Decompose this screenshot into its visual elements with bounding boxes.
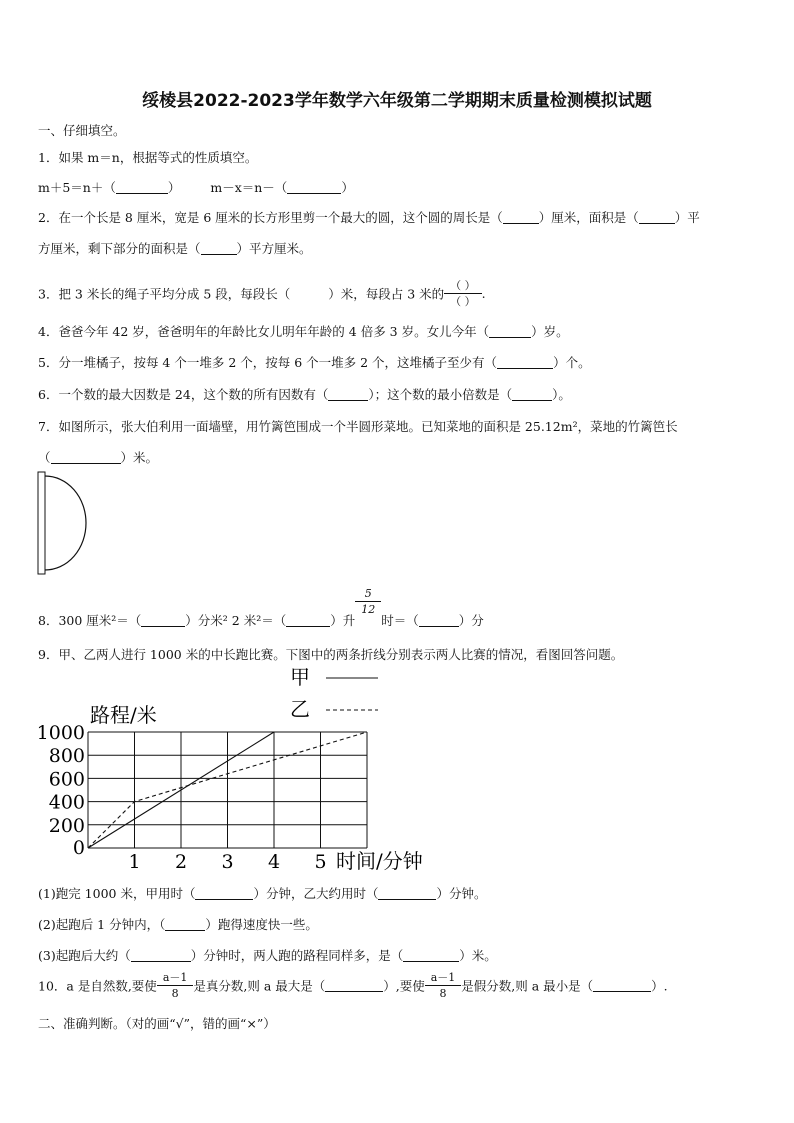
answer-blank[interactable] bbox=[403, 949, 459, 962]
question-4 bbox=[38, 322, 569, 340]
fraction-numerator: a－1 bbox=[157, 970, 194, 986]
race-line-chart bbox=[28, 664, 448, 874]
q7-text-a: （ bbox=[38, 450, 51, 465]
q7-text-b: ）米。 bbox=[120, 450, 159, 465]
q3-text-a: 3．把 3 米长的绳子平均分成 5 段，每段长（ bbox=[38, 286, 291, 302]
q9-sub3-text-b: ）分钟时，两人跑的路程同样多，是（ bbox=[190, 948, 404, 963]
q10-text-d: 是假分数,则 a 最小是（ bbox=[461, 978, 594, 994]
fraction-numerator: a－1 bbox=[425, 970, 462, 986]
q4-text-end: ）岁。 bbox=[531, 324, 569, 339]
q2-text-c: ）平 bbox=[674, 210, 700, 225]
x-tick-label: 2 bbox=[174, 851, 188, 873]
q1-part-b-end: ） bbox=[341, 180, 354, 195]
x-axis-ticks bbox=[128, 851, 326, 873]
legend-label: 甲 bbox=[290, 665, 310, 689]
x-tick-label: 1 bbox=[128, 851, 141, 873]
q10-fraction-2 bbox=[425, 970, 462, 1001]
q2-text-e: ）平方厘米。 bbox=[236, 241, 312, 256]
answer-blank[interactable] bbox=[165, 918, 205, 931]
y-tick-label: 1000 bbox=[36, 722, 85, 744]
x-tick-label: 5 bbox=[314, 851, 327, 873]
legend-label: 乙 bbox=[290, 697, 310, 721]
semicircle-fence bbox=[45, 476, 86, 570]
q10-text-end: ）. bbox=[651, 978, 668, 994]
q10-text-a: 10．a 是自然数,要使 bbox=[38, 978, 157, 994]
q5-text-end: ）个。 bbox=[553, 355, 591, 370]
fraction-denominator: 12 bbox=[361, 603, 376, 616]
y-tick-label: 400 bbox=[48, 791, 85, 814]
answer-blank[interactable] bbox=[419, 614, 459, 627]
fraction-denominator[interactable]: （ ） bbox=[450, 295, 476, 308]
q1-part-b: m－x＝n－（ bbox=[210, 180, 288, 195]
chart-legend bbox=[290, 665, 378, 721]
y-axis-ticks bbox=[37, 722, 85, 859]
q10-fraction-1 bbox=[157, 970, 194, 1001]
q9-sub1-text-a: (1)跑完 1000 米，甲用时（ bbox=[38, 886, 196, 901]
y-tick-label: 800 bbox=[48, 745, 85, 768]
q2-text-a: 2．在一个长是 8 厘米，宽是 6 厘米的长方形里剪一个最大的圆，这个圆的周长是（ bbox=[38, 210, 503, 225]
fraction-denominator: 8 bbox=[171, 987, 179, 1000]
x-tick-label: 4 bbox=[267, 851, 281, 873]
question-7: 7．如图所示，张大伯利用一面墙壁，用竹篱笆围成一个半圆形菜地。已知菜地的面积是 25.12m²，菜地的竹篱笆长 bbox=[38, 419, 678, 434]
answer-blank[interactable] bbox=[201, 242, 237, 255]
x-axis-label: 时间/分钟 bbox=[336, 849, 423, 873]
page-title: 绥棱县2022-2023学年数学六年级第二学期期末质量检测模拟试题 bbox=[142, 91, 652, 111]
answer-blank[interactable] bbox=[639, 211, 675, 224]
q10-text-b: 是真分数,则 a 最大是（ bbox=[193, 978, 326, 994]
q5-text: 5．分一堆橘子，按每 4 个一堆多 2 个，按每 6 个一堆多 2 个，这堆橘子至少有（ bbox=[38, 355, 498, 370]
section-heading-1: 一、仔细填空。 bbox=[38, 123, 126, 138]
question-6 bbox=[38, 385, 571, 403]
q8-text-end: ）分 bbox=[458, 613, 484, 628]
question-9-sub3 bbox=[38, 946, 497, 964]
answer-blank[interactable] bbox=[116, 181, 168, 194]
origin-label: 0 bbox=[72, 837, 85, 859]
answer-blank[interactable] bbox=[325, 979, 383, 992]
q1-part-a-end: ） bbox=[167, 180, 181, 195]
answer-blank[interactable] bbox=[512, 388, 552, 401]
q2-text-d: 方厘米，剩下部分的面积是（ bbox=[38, 241, 201, 256]
y-axis-label: 路程/米 bbox=[90, 703, 157, 727]
question-9: 9．甲、乙两人进行 1000 米的中长跑比赛。下图中的两条折线分别表示两人比赛的情况，看图回答问题。 bbox=[38, 647, 624, 662]
answer-blank[interactable] bbox=[497, 356, 553, 369]
q9-sub2-text-a: (2)起跑后 1 分钟内，（ bbox=[38, 917, 166, 932]
answer-blank[interactable] bbox=[378, 887, 436, 900]
q1-part-a: m＋5＝n＋（ bbox=[38, 180, 116, 195]
question-2-line2 bbox=[38, 239, 312, 257]
answer-blank[interactable] bbox=[503, 211, 539, 224]
semicircle-garden-figure bbox=[34, 470, 94, 580]
q8-text-c: ）升 bbox=[330, 613, 356, 628]
q9-sub3-text-end: ）米。 bbox=[459, 948, 497, 963]
answer-blank[interactable] bbox=[195, 887, 253, 900]
question-1 bbox=[38, 148, 257, 166]
q3-text-end: . bbox=[481, 286, 486, 301]
y-tick-label: 600 bbox=[48, 768, 85, 791]
question-9-sub1 bbox=[38, 884, 487, 902]
answer-blank[interactable] bbox=[131, 949, 191, 962]
question-1-text: 1．如果 m＝n，根据等式的性质填空。 bbox=[38, 150, 258, 165]
q9-sub2-text-end: ）跑得速度快一些。 bbox=[205, 917, 318, 932]
fraction-numerator: 5 bbox=[355, 586, 381, 602]
y-tick-label: 200 bbox=[48, 814, 85, 837]
answer-blank[interactable] bbox=[51, 451, 121, 464]
q8-text-b: ）分米² 2 米²＝（ bbox=[185, 613, 287, 628]
q8-fraction bbox=[355, 586, 381, 617]
q8-text-a: 8．300 厘米²＝（ bbox=[38, 613, 142, 628]
question-8 bbox=[38, 586, 484, 629]
q4-text: 4．爸爸今年 42 岁，爸爸明年的年龄比女儿明年年龄的 4 倍多 3 岁。女儿今年（ bbox=[38, 324, 490, 339]
question-9-sub2 bbox=[38, 915, 318, 933]
q10-text-c: ）,要使 bbox=[383, 978, 425, 994]
question-2 bbox=[38, 208, 700, 226]
q3-fraction bbox=[444, 278, 482, 309]
q6-text-a: 6．一个数的最大因数是 24，这个数的所有因数有（ bbox=[38, 387, 329, 402]
wall bbox=[38, 472, 45, 574]
q9-sub3-text-a: (3)起跑后大约（ bbox=[38, 948, 131, 963]
question-7-line2 bbox=[38, 448, 158, 466]
answer-blank[interactable] bbox=[286, 614, 330, 627]
question-5 bbox=[38, 353, 591, 371]
question-10 bbox=[38, 970, 668, 1001]
answer-blank[interactable] bbox=[328, 388, 368, 401]
fraction-denominator: 8 bbox=[439, 987, 447, 1000]
q2-text-b: ）厘米，面积是（ bbox=[538, 210, 639, 225]
question-3 bbox=[38, 278, 486, 309]
answer-blank[interactable] bbox=[489, 325, 531, 338]
q6-text-b: ）；这个数的最小倍数是（ bbox=[368, 387, 513, 402]
q3-text-b: ）米，每段占 3 米的 bbox=[328, 286, 445, 302]
chart-grid bbox=[88, 732, 367, 848]
section-heading-2: 二、准确判断。（对的画“√”，错的画“×”） bbox=[38, 1016, 276, 1031]
q9-sub1-text-end: ）分钟。 bbox=[436, 886, 487, 901]
answer-blank[interactable] bbox=[593, 979, 651, 992]
q8-text-d: 时＝（ bbox=[381, 613, 419, 628]
fraction-numerator[interactable]: （ ） bbox=[444, 278, 482, 294]
q6-text-end: ）。 bbox=[552, 387, 571, 402]
x-tick-label: 3 bbox=[221, 851, 234, 873]
question-1-line bbox=[38, 178, 354, 196]
q9-sub1-text-b: ）分钟，乙大约用时（ bbox=[253, 886, 379, 901]
answer-blank[interactable] bbox=[287, 181, 341, 194]
answer-blank[interactable] bbox=[141, 614, 185, 627]
